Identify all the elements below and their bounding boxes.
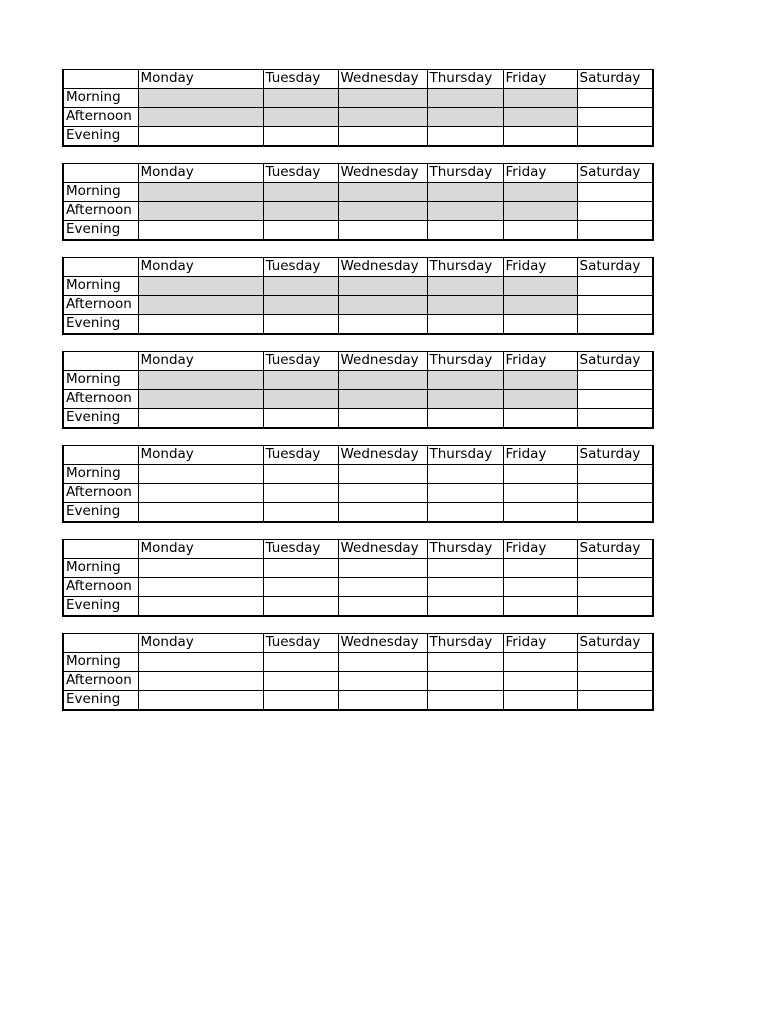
schedule-cell[interactable] bbox=[138, 221, 263, 241]
schedule-cell[interactable] bbox=[427, 503, 503, 523]
corner-cell[interactable] bbox=[63, 540, 138, 559]
header-row bbox=[63, 70, 653, 89]
period-label[interactable]: Morning bbox=[63, 183, 138, 202]
day-header[interactable]: Saturday bbox=[577, 352, 653, 371]
day-header[interactable]: Friday bbox=[503, 540, 577, 559]
schedule-cell[interactable] bbox=[503, 653, 577, 672]
schedule-cell[interactable] bbox=[427, 202, 503, 221]
day-header[interactable]: Wednesday bbox=[338, 258, 427, 277]
schedule-cell[interactable] bbox=[503, 371, 577, 390]
day-header[interactable]: Friday bbox=[503, 352, 577, 371]
day-header[interactable]: Friday bbox=[503, 634, 577, 653]
day-header[interactable]: Thursday bbox=[427, 634, 503, 653]
corner-cell[interactable] bbox=[63, 258, 138, 277]
period-label[interactable]: Evening bbox=[63, 503, 138, 523]
corner-cell[interactable] bbox=[63, 164, 138, 183]
schedule-cell[interactable] bbox=[503, 465, 577, 484]
day-header[interactable]: Saturday bbox=[577, 164, 653, 183]
schedule-cell[interactable] bbox=[338, 390, 427, 409]
schedule-cell[interactable] bbox=[263, 672, 338, 691]
table-row bbox=[63, 202, 653, 221]
schedule-cell[interactable] bbox=[427, 108, 503, 127]
schedule-cell[interactable] bbox=[338, 691, 427, 711]
schedule-cell[interactable] bbox=[138, 183, 263, 202]
schedule-table bbox=[62, 633, 654, 711]
day-header[interactable]: Monday bbox=[138, 164, 263, 183]
schedule-cell[interactable] bbox=[263, 578, 338, 597]
schedule-cell[interactable] bbox=[427, 465, 503, 484]
header-row bbox=[63, 446, 653, 465]
day-header[interactable]: Thursday bbox=[427, 352, 503, 371]
corner-cell[interactable] bbox=[63, 352, 138, 371]
period-label[interactable]: Morning bbox=[63, 653, 138, 672]
schedule-cell[interactable] bbox=[577, 108, 653, 127]
schedule-cell[interactable] bbox=[338, 653, 427, 672]
day-header[interactable]: Monday bbox=[138, 634, 263, 653]
schedule-cell[interactable] bbox=[263, 371, 338, 390]
schedule-cell[interactable] bbox=[503, 503, 577, 523]
schedule-cell[interactable] bbox=[503, 409, 577, 429]
table-row bbox=[63, 89, 653, 108]
day-header[interactable]: Saturday bbox=[577, 258, 653, 277]
schedule-cell[interactable] bbox=[503, 296, 577, 315]
schedule-cell[interactable] bbox=[138, 390, 263, 409]
schedule-cell[interactable] bbox=[427, 296, 503, 315]
day-header[interactable]: Wednesday bbox=[338, 634, 427, 653]
schedule-cell[interactable] bbox=[138, 127, 263, 147]
schedule-cell[interactable] bbox=[427, 371, 503, 390]
day-header[interactable]: Tuesday bbox=[263, 446, 338, 465]
schedule-cell[interactable] bbox=[338, 597, 427, 617]
schedule-cell[interactable] bbox=[427, 127, 503, 147]
schedule-cell[interactable] bbox=[138, 672, 263, 691]
schedule-cell[interactable] bbox=[138, 108, 263, 127]
period-label[interactable]: Evening bbox=[63, 597, 138, 617]
schedule-cell[interactable] bbox=[577, 653, 653, 672]
schedule-cell[interactable] bbox=[338, 409, 427, 429]
day-header[interactable]: Saturday bbox=[577, 446, 653, 465]
day-header[interactable]: Saturday bbox=[577, 540, 653, 559]
schedule-cell[interactable] bbox=[577, 221, 653, 241]
table-row bbox=[63, 672, 653, 691]
schedule-cell[interactable] bbox=[427, 315, 503, 335]
schedule-cell[interactable] bbox=[263, 89, 338, 108]
table-row bbox=[63, 183, 653, 202]
day-header[interactable]: Thursday bbox=[427, 540, 503, 559]
schedule-cell[interactable] bbox=[577, 559, 653, 578]
day-header[interactable]: Friday bbox=[503, 446, 577, 465]
schedule-cell[interactable] bbox=[138, 578, 263, 597]
day-header[interactable]: Saturday bbox=[577, 70, 653, 89]
table-row bbox=[63, 691, 653, 711]
schedule-cell[interactable] bbox=[338, 127, 427, 147]
schedule-cell[interactable] bbox=[503, 691, 577, 711]
schedule-cell[interactable] bbox=[503, 578, 577, 597]
schedule-table bbox=[62, 69, 654, 147]
schedule-cell[interactable] bbox=[138, 409, 263, 429]
schedule-cell[interactable] bbox=[503, 89, 577, 108]
schedule-cell[interactable] bbox=[338, 183, 427, 202]
day-header[interactable]: Friday bbox=[503, 70, 577, 89]
schedule-cell[interactable] bbox=[263, 277, 338, 296]
schedule-cell[interactable] bbox=[338, 503, 427, 523]
period-label[interactable]: Morning bbox=[63, 371, 138, 390]
day-header[interactable]: Tuesday bbox=[263, 352, 338, 371]
schedule-cell[interactable] bbox=[263, 484, 338, 503]
period-label[interactable]: Afternoon bbox=[63, 108, 138, 127]
schedule-cell[interactable] bbox=[263, 315, 338, 335]
schedule-cell[interactable] bbox=[338, 202, 427, 221]
schedule-cell[interactable] bbox=[503, 390, 577, 409]
day-header[interactable]: Thursday bbox=[427, 70, 503, 89]
table-row bbox=[63, 315, 653, 335]
day-header[interactable]: Thursday bbox=[427, 258, 503, 277]
schedule-cell[interactable] bbox=[577, 484, 653, 503]
day-header[interactable]: Tuesday bbox=[263, 258, 338, 277]
day-header[interactable]: Friday bbox=[503, 164, 577, 183]
table-row bbox=[63, 390, 653, 409]
schedule-cell[interactable] bbox=[138, 89, 263, 108]
period-label[interactable]: Afternoon bbox=[63, 578, 138, 597]
schedule-cell[interactable] bbox=[138, 691, 263, 711]
schedule-cell[interactable] bbox=[427, 559, 503, 578]
day-header[interactable]: Wednesday bbox=[338, 352, 427, 371]
schedule-cell[interactable] bbox=[263, 597, 338, 617]
schedule-cell[interactable] bbox=[577, 371, 653, 390]
table-row bbox=[63, 277, 653, 296]
header-row bbox=[63, 352, 653, 371]
table-row bbox=[63, 221, 653, 241]
period-label[interactable]: Afternoon bbox=[63, 202, 138, 221]
schedule-cell[interactable] bbox=[503, 559, 577, 578]
schedule-cell[interactable] bbox=[503, 277, 577, 296]
schedule-cell[interactable] bbox=[138, 371, 263, 390]
schedule-cell[interactable] bbox=[138, 503, 263, 523]
schedule-cell[interactable] bbox=[138, 653, 263, 672]
schedule-cell[interactable] bbox=[503, 597, 577, 617]
day-header[interactable]: Saturday bbox=[577, 634, 653, 653]
schedule-cell[interactable] bbox=[503, 315, 577, 335]
day-header[interactable]: Thursday bbox=[427, 164, 503, 183]
period-label[interactable]: Afternoon bbox=[63, 484, 138, 503]
schedule-cell[interactable] bbox=[577, 503, 653, 523]
period-label[interactable]: Afternoon bbox=[63, 672, 138, 691]
corner-cell[interactable] bbox=[63, 446, 138, 465]
schedule-cell[interactable] bbox=[338, 296, 427, 315]
period-label[interactable]: Afternoon bbox=[63, 296, 138, 315]
schedule-cell[interactable] bbox=[263, 409, 338, 429]
schedule-cell[interactable] bbox=[338, 465, 427, 484]
day-header[interactable]: Wednesday bbox=[338, 164, 427, 183]
schedule-cell[interactable] bbox=[138, 315, 263, 335]
schedule-cell[interactable] bbox=[138, 484, 263, 503]
schedule-table bbox=[62, 539, 654, 617]
schedule-cell[interactable] bbox=[338, 89, 427, 108]
table-row bbox=[63, 465, 653, 484]
schedule-cell[interactable] bbox=[503, 127, 577, 147]
day-header[interactable]: Tuesday bbox=[263, 634, 338, 653]
schedule-cell[interactable] bbox=[427, 691, 503, 711]
header-row bbox=[63, 164, 653, 183]
table-row bbox=[63, 409, 653, 429]
schedule-cell[interactable] bbox=[577, 315, 653, 335]
schedule-cell[interactable] bbox=[338, 221, 427, 241]
schedule-cell[interactable] bbox=[263, 503, 338, 523]
schedule-cell[interactable] bbox=[503, 108, 577, 127]
schedule-cell[interactable] bbox=[263, 691, 338, 711]
schedule-cell[interactable] bbox=[263, 127, 338, 147]
period-label[interactable]: Morning bbox=[63, 559, 138, 578]
table-row bbox=[63, 127, 653, 147]
schedule-cell[interactable] bbox=[138, 559, 263, 578]
schedule-cell[interactable] bbox=[577, 578, 653, 597]
schedule-cell[interactable] bbox=[338, 484, 427, 503]
table-row bbox=[63, 371, 653, 390]
table-row bbox=[63, 578, 653, 597]
day-header[interactable]: Wednesday bbox=[338, 540, 427, 559]
day-header[interactable]: Monday bbox=[138, 446, 263, 465]
schedule-cell[interactable] bbox=[577, 597, 653, 617]
schedule-cell[interactable] bbox=[263, 296, 338, 315]
schedule-cell[interactable] bbox=[263, 108, 338, 127]
schedule-cell[interactable] bbox=[503, 672, 577, 691]
period-label[interactable]: Morning bbox=[63, 277, 138, 296]
schedule-cell[interactable] bbox=[427, 578, 503, 597]
table-row bbox=[63, 108, 653, 127]
day-header[interactable]: Monday bbox=[138, 540, 263, 559]
day-header[interactable]: Tuesday bbox=[263, 540, 338, 559]
corner-cell[interactable] bbox=[63, 70, 138, 89]
schedule-cell[interactable] bbox=[427, 672, 503, 691]
schedule-cell[interactable] bbox=[263, 559, 338, 578]
day-header[interactable]: Tuesday bbox=[263, 70, 338, 89]
schedule-cell[interactable] bbox=[577, 277, 653, 296]
header-row bbox=[63, 258, 653, 277]
table-row bbox=[63, 653, 653, 672]
schedule-cell[interactable] bbox=[263, 221, 338, 241]
header-row bbox=[63, 634, 653, 653]
table-row bbox=[63, 503, 653, 523]
schedule-cell[interactable] bbox=[577, 89, 653, 108]
schedule-cell[interactable] bbox=[503, 221, 577, 241]
day-header[interactable]: Monday bbox=[138, 70, 263, 89]
schedule-cell[interactable] bbox=[338, 108, 427, 127]
schedule-cell[interactable] bbox=[338, 371, 427, 390]
schedule-cell[interactable] bbox=[338, 559, 427, 578]
schedule-cell[interactable] bbox=[427, 183, 503, 202]
period-label[interactable]: Morning bbox=[63, 89, 138, 108]
schedule-cell[interactable] bbox=[577, 691, 653, 711]
table-row bbox=[63, 484, 653, 503]
period-label[interactable]: Evening bbox=[63, 409, 138, 429]
schedule-cell[interactable] bbox=[338, 672, 427, 691]
schedule-table bbox=[62, 351, 654, 429]
period-label[interactable]: Evening bbox=[63, 315, 138, 335]
schedule-cell[interactable] bbox=[263, 390, 338, 409]
schedule-cell[interactable] bbox=[427, 484, 503, 503]
period-label[interactable]: Evening bbox=[63, 691, 138, 711]
schedule-cell[interactable] bbox=[577, 672, 653, 691]
header-row bbox=[63, 540, 653, 559]
day-header[interactable]: Thursday bbox=[427, 446, 503, 465]
schedule-cell[interactable] bbox=[577, 183, 653, 202]
schedule-cell[interactable] bbox=[263, 653, 338, 672]
period-label[interactable]: Evening bbox=[63, 127, 138, 147]
schedule-cell[interactable] bbox=[577, 465, 653, 484]
day-header[interactable]: Friday bbox=[503, 258, 577, 277]
schedule-cell[interactable] bbox=[577, 296, 653, 315]
schedule-table bbox=[62, 257, 654, 335]
schedule-cell[interactable] bbox=[503, 484, 577, 503]
schedule-cell[interactable] bbox=[338, 277, 427, 296]
schedule-cell[interactable] bbox=[427, 390, 503, 409]
schedule-cell[interactable] bbox=[427, 653, 503, 672]
schedule-cell[interactable] bbox=[427, 597, 503, 617]
table-row bbox=[63, 559, 653, 578]
day-header[interactable]: Monday bbox=[138, 352, 263, 371]
schedule-cell[interactable] bbox=[577, 202, 653, 221]
schedule-cell[interactable] bbox=[263, 202, 338, 221]
period-label[interactable]: Morning bbox=[63, 465, 138, 484]
schedule-cell[interactable] bbox=[138, 597, 263, 617]
schedule-cell[interactable] bbox=[338, 578, 427, 597]
schedule-cell[interactable] bbox=[503, 183, 577, 202]
schedule-cell[interactable] bbox=[138, 202, 263, 221]
schedule-table bbox=[62, 445, 654, 523]
table-row bbox=[63, 597, 653, 617]
schedule-cell[interactable] bbox=[338, 315, 427, 335]
schedule-cell[interactable] bbox=[577, 409, 653, 429]
schedule-cell[interactable] bbox=[138, 465, 263, 484]
schedule-cell[interactable] bbox=[427, 409, 503, 429]
day-header[interactable]: Wednesday bbox=[338, 70, 427, 89]
schedule-cell[interactable] bbox=[138, 277, 263, 296]
day-header[interactable]: Monday bbox=[138, 258, 263, 277]
schedule-cell[interactable] bbox=[427, 89, 503, 108]
corner-cell[interactable] bbox=[63, 634, 138, 653]
table-row bbox=[63, 296, 653, 315]
schedule-cell[interactable] bbox=[503, 202, 577, 221]
schedule-cell[interactable] bbox=[577, 127, 653, 147]
period-label[interactable]: Afternoon bbox=[63, 390, 138, 409]
schedule-cell[interactable] bbox=[138, 296, 263, 315]
schedule-cell[interactable] bbox=[263, 183, 338, 202]
day-header[interactable]: Wednesday bbox=[338, 446, 427, 465]
schedule-cell[interactable] bbox=[427, 221, 503, 241]
period-label[interactable]: Evening bbox=[63, 221, 138, 241]
schedule-cell[interactable] bbox=[263, 465, 338, 484]
schedule-cell[interactable] bbox=[577, 390, 653, 409]
schedule-cell[interactable] bbox=[427, 277, 503, 296]
day-header[interactable]: Tuesday bbox=[263, 164, 338, 183]
schedule-table bbox=[62, 163, 654, 241]
